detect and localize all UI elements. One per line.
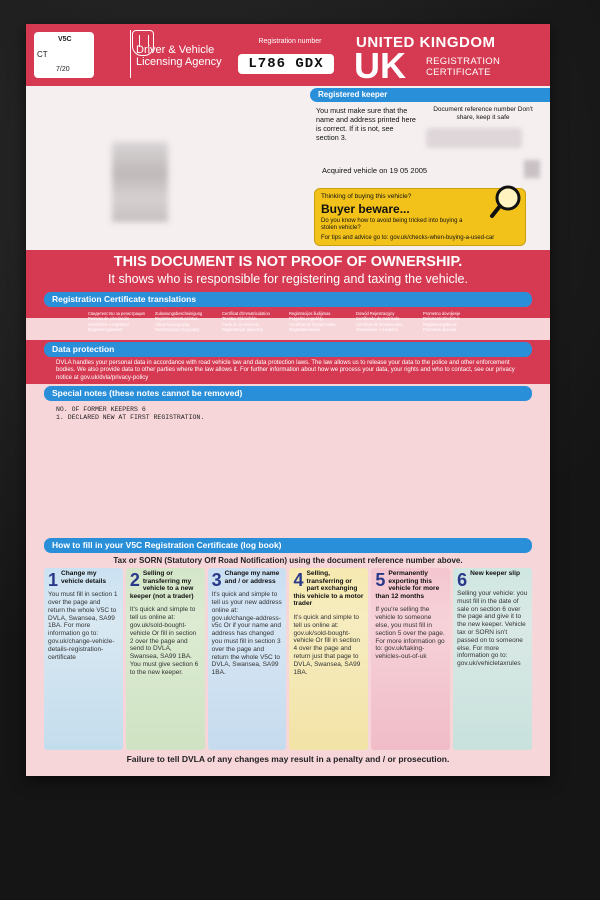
redacted-doc-ref	[426, 128, 522, 148]
responsibility-text: It shows who is responsible for registering and taxing the vehicle.	[108, 272, 468, 286]
translation-item: Zulassungsbescheinigung	[155, 311, 203, 316]
translation-item: Πιστοποιητικό Εγγραφής	[155, 326, 200, 332]
step-number: 6	[457, 570, 468, 590]
step-number: 2	[129, 570, 140, 590]
howto-bar: How to fill in your V5C Registration Certificate (log book)	[44, 538, 532, 553]
step-number: 4	[293, 570, 304, 590]
translation-item: Osvedčenie o evidencii	[356, 326, 399, 332]
translation-item: Registreringsattest	[88, 326, 123, 332]
agency-name: Driver & Vehicle Licensing Agency	[136, 44, 222, 68]
howto-steps	[44, 568, 532, 750]
step-card	[126, 568, 205, 750]
redacted-mark	[524, 160, 540, 178]
uk-label: UK	[354, 45, 406, 86]
translation-item: Certificado de matrícula	[356, 316, 400, 322]
special-notes-text	[56, 406, 204, 422]
magnifier-icon	[488, 184, 524, 220]
step-number: 5	[375, 570, 386, 590]
step-title: Selling, transferring or part exchanging this vehicle to a motor trader	[293, 570, 364, 608]
step-card	[289, 568, 368, 750]
translation-item: Rekisteröintitodistus	[423, 316, 460, 322]
reg-number-label: Registration number	[258, 38, 322, 45]
note-line: NO. OF FORMER KEEPERS 6	[56, 406, 146, 413]
step-card	[453, 568, 532, 750]
buyer-detail: Do you know how to avoid being tricked into buying a stolen vehicle?	[321, 218, 463, 231]
translation-item: Forgalmi engedély	[289, 316, 323, 322]
redacted-address	[112, 142, 168, 222]
step-number: 1	[48, 570, 59, 590]
step-body: It's quick and simple to tell us online at: gov.uk/sold-bought-vehicle Or fill in section 2 over the page and send to DVLA, Swansea, SA99 1BA. You must give section 6 to the new keeper.	[129, 606, 199, 676]
acquired-date: Acquired vehicle on 19 05 2005	[322, 166, 428, 175]
step-card	[371, 568, 450, 750]
data-protection-text: DVLA handles your personal data in accordance with road vehicle law and data protection laws. The law allows us to release your data to the police and other enforcement bodies. We also provide data to other parties where the law allows it. For further information about how we process your data, your rights and who to contact, see our privacy notice at gov.uk/dvla/privacy-policy	[56, 360, 515, 381]
buyer-heading: Buyer beware...	[321, 202, 410, 216]
note-line: 1. DECLARED NEW AT FIRST REGISTRATION.	[56, 414, 205, 421]
not-proof-heading: THIS DOCUMENT IS NOT PROOF OF OWNERSHIP.	[113, 254, 463, 270]
step-number: 3	[211, 570, 222, 590]
translation-item: Registracijos liudijimas	[289, 311, 331, 316]
step-body: It's quick and simple to tell us your new address online at: gov.uk/change-address-v5c Or if your name and address has changed you must fill in section 3 over the page and return the whole V5C to DVLA, Swansea, SA99 1BA.	[211, 591, 282, 677]
header-divider	[130, 30, 131, 78]
reg-number-plate: L786 GDX	[238, 54, 334, 74]
translations-grid	[88, 311, 488, 332]
translation-item: Permiso de circulación	[88, 316, 130, 322]
translation-item: Registreringsbevis	[423, 321, 457, 327]
translation-item: Carta di circolazione	[222, 321, 260, 327]
step-title: Permanently exporting this vehicle for more than 12 months	[375, 570, 440, 600]
step-title: Selling or transferring my vehicle to a new keeper (not a trader)	[129, 570, 194, 600]
translation-item: Osvědčení o registraci	[88, 321, 129, 327]
howto-subtitle: Tax or SORN (Statutory Off Road Notification) using the document reference number above.	[113, 556, 463, 565]
country-code: CT	[37, 50, 48, 59]
uk-top-label: UNITED KINGDOM	[356, 34, 496, 51]
step-body: It's quick and simple to tell us online at: gov.uk/sold-bought-vehicle Or fill in section 4 over the page and return just that page to DVLA, Swansea, SA99 1BA.	[293, 613, 361, 676]
translation-item: Άδεια Κυκλοφορίας	[155, 321, 191, 327]
translation-item: Reģistrācijas apliecība	[222, 326, 263, 332]
translation-item: Certificat de înmatriculare	[356, 321, 403, 327]
keeper-notice: You must make sure that the name and address printed here is correct. If it is not, see section 3.	[316, 106, 416, 142]
translation-item: Registreerimistunnistus	[155, 316, 198, 322]
doc-ref-label: Document reference number Don't share, keep it safe	[433, 106, 533, 121]
translation-item: Prometna dozvola	[423, 326, 456, 332]
v5c-document	[26, 24, 550, 776]
translation-item: Registratiebewijs	[289, 326, 320, 332]
step-card	[208, 568, 287, 750]
step-title: New keeper slip	[470, 570, 520, 577]
buyer-question: Thinking of buying this vehicle?	[321, 193, 412, 200]
translations-bar: Registration Certificate translations	[44, 292, 532, 307]
form-code: V5C	[58, 36, 72, 43]
step-body: Selling your vehicle: you must fill in the date of sale on section 6 over the page and give it to the new keeper. Vehicle tax or SORN isn't passed on to someone else. For more information go to: gov.uk/vehicletaxrules	[457, 590, 528, 668]
certificate-label: REGISTRATION CERTIFICATE	[426, 56, 501, 78]
step-card	[44, 568, 123, 750]
translation-item: Prometno dovoljenje	[423, 311, 461, 316]
translation-item: Teastas Clárúcháin	[222, 316, 257, 322]
buyer-tip: For tips and advice go to: gov.uk/checks-when-buying-a-used-car	[321, 235, 495, 241]
form-code-box	[34, 32, 94, 78]
step-title: Change my vehicle details	[61, 570, 107, 585]
translation-item: Certificat d'immatriculation	[222, 311, 270, 316]
translation-item: Certificat de înmatriculare	[289, 321, 336, 327]
form-version: 7/20	[56, 66, 70, 73]
translation-item: Свидетелство за регистрация	[88, 311, 145, 316]
penalty-warning: Failure to tell DVLA of any changes may result in a penalty and / or prosecution.	[126, 754, 450, 764]
document-header	[26, 24, 550, 86]
special-notes-bar: Special notes (these notes cannot be removed)	[44, 386, 532, 401]
step-body: If you're selling the vehicle to someone else, you must fill in section 5 over the page. For more information go to: gov.uk/taking-vehicles-out-of-uk	[375, 606, 445, 661]
data-protection-bar: Data protection	[44, 342, 532, 357]
step-title: Change my name and / or address	[224, 570, 280, 585]
translation-item: Dowód Rejestracyjny	[356, 311, 395, 316]
step-body: You must fill in section 1 over the page and return the whole V5C to DVLA, Swansea, SA99 1BA. For more information go to: gov.uk/change-vehicle-details-registration-certificate	[48, 591, 118, 661]
registered-keeper-bar: Registered keeper	[310, 88, 550, 102]
